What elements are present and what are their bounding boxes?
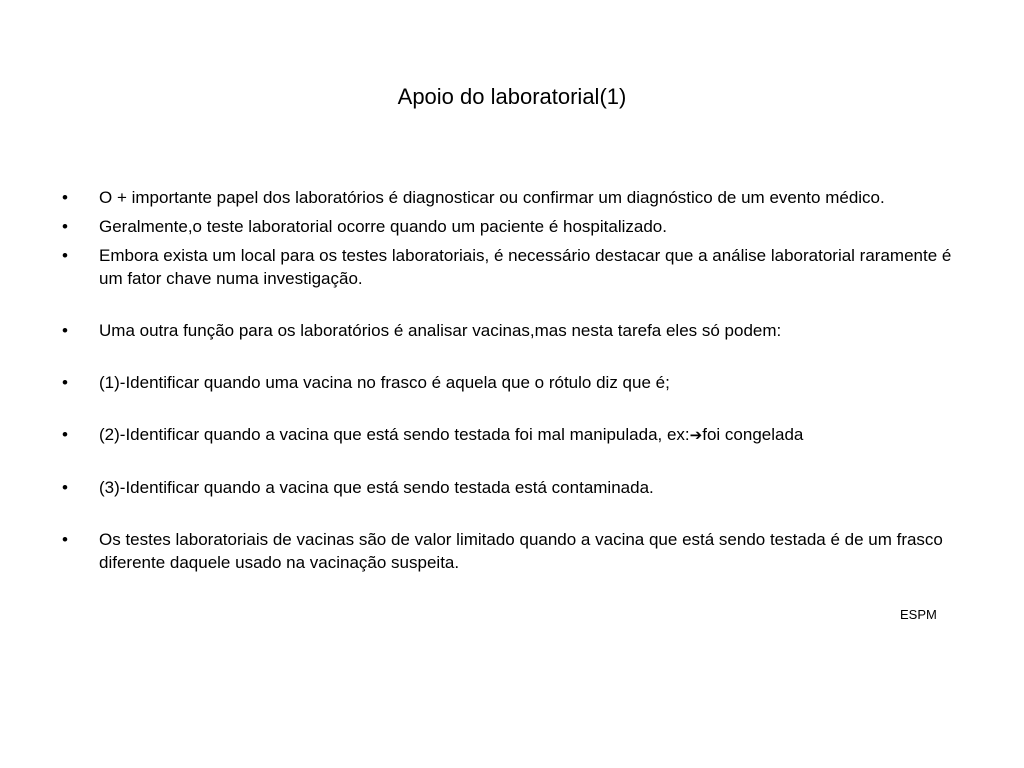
- footer-label: ESPM: [900, 607, 937, 622]
- slide-title: Apoio do laboratorial(1): [397, 84, 627, 109]
- bullet-dot-icon: •: [62, 246, 68, 265]
- bullet-item: [62, 371, 962, 394]
- bullet-item: [62, 244, 962, 290]
- bullet-item: [62, 319, 962, 342]
- bullet-dot-icon: •: [62, 425, 68, 444]
- bullet-item: [62, 423, 962, 447]
- bullet-text: O + importante papel dos laboratórios é diagnosticar ou confirmar um diagnóstico de um evento médico.: [99, 188, 885, 207]
- bullet-text: (3)-Identificar quando a vacina que está sendo testada está contaminada.: [99, 478, 654, 497]
- bullet-dot-icon: •: [62, 373, 68, 392]
- bullet-dot-icon: •: [62, 530, 68, 549]
- bullet-text-after-arrow: foi congelada: [702, 425, 804, 444]
- bullet-dot-icon: •: [62, 188, 68, 207]
- bullet-item: [62, 186, 962, 209]
- bullet-text-before-arrow: (2)-Identificar quando a vacina que está sendo testada foi mal manipulada, ex:: [99, 425, 690, 444]
- bullet-item: [62, 528, 962, 574]
- right-arrow-icon: ➔: [689, 426, 703, 444]
- bullet-list: [62, 186, 962, 574]
- bullet-text: Os testes laboratoriais de vacinas são de valor limitado quando a vacina que está sendo testada é de um frasco diferente daquele usado na vacinação suspeita.: [99, 530, 943, 572]
- bullet-item: [62, 215, 962, 238]
- bullet-text: Geralmente,o teste laboratorial ocorre quando um paciente é hospitalizado.: [99, 217, 667, 236]
- bullet-text: Embora exista um local para os testes laboratoriais, é necessário destacar que a análise laboratorial raramente é um fator chave numa investigação.: [99, 246, 952, 288]
- bullet-dot-icon: •: [62, 478, 68, 497]
- bullet-text: (1)-Identificar quando uma vacina no frasco é aquela que o rótulo diz que é;: [99, 373, 670, 392]
- bullet-text: Uma outra função para os laboratórios é analisar vacinas,mas nesta tarefa eles só podem:: [99, 321, 782, 340]
- bullet-dot-icon: •: [62, 321, 68, 340]
- bullet-dot-icon: •: [62, 217, 68, 236]
- bullet-item: [62, 476, 962, 499]
